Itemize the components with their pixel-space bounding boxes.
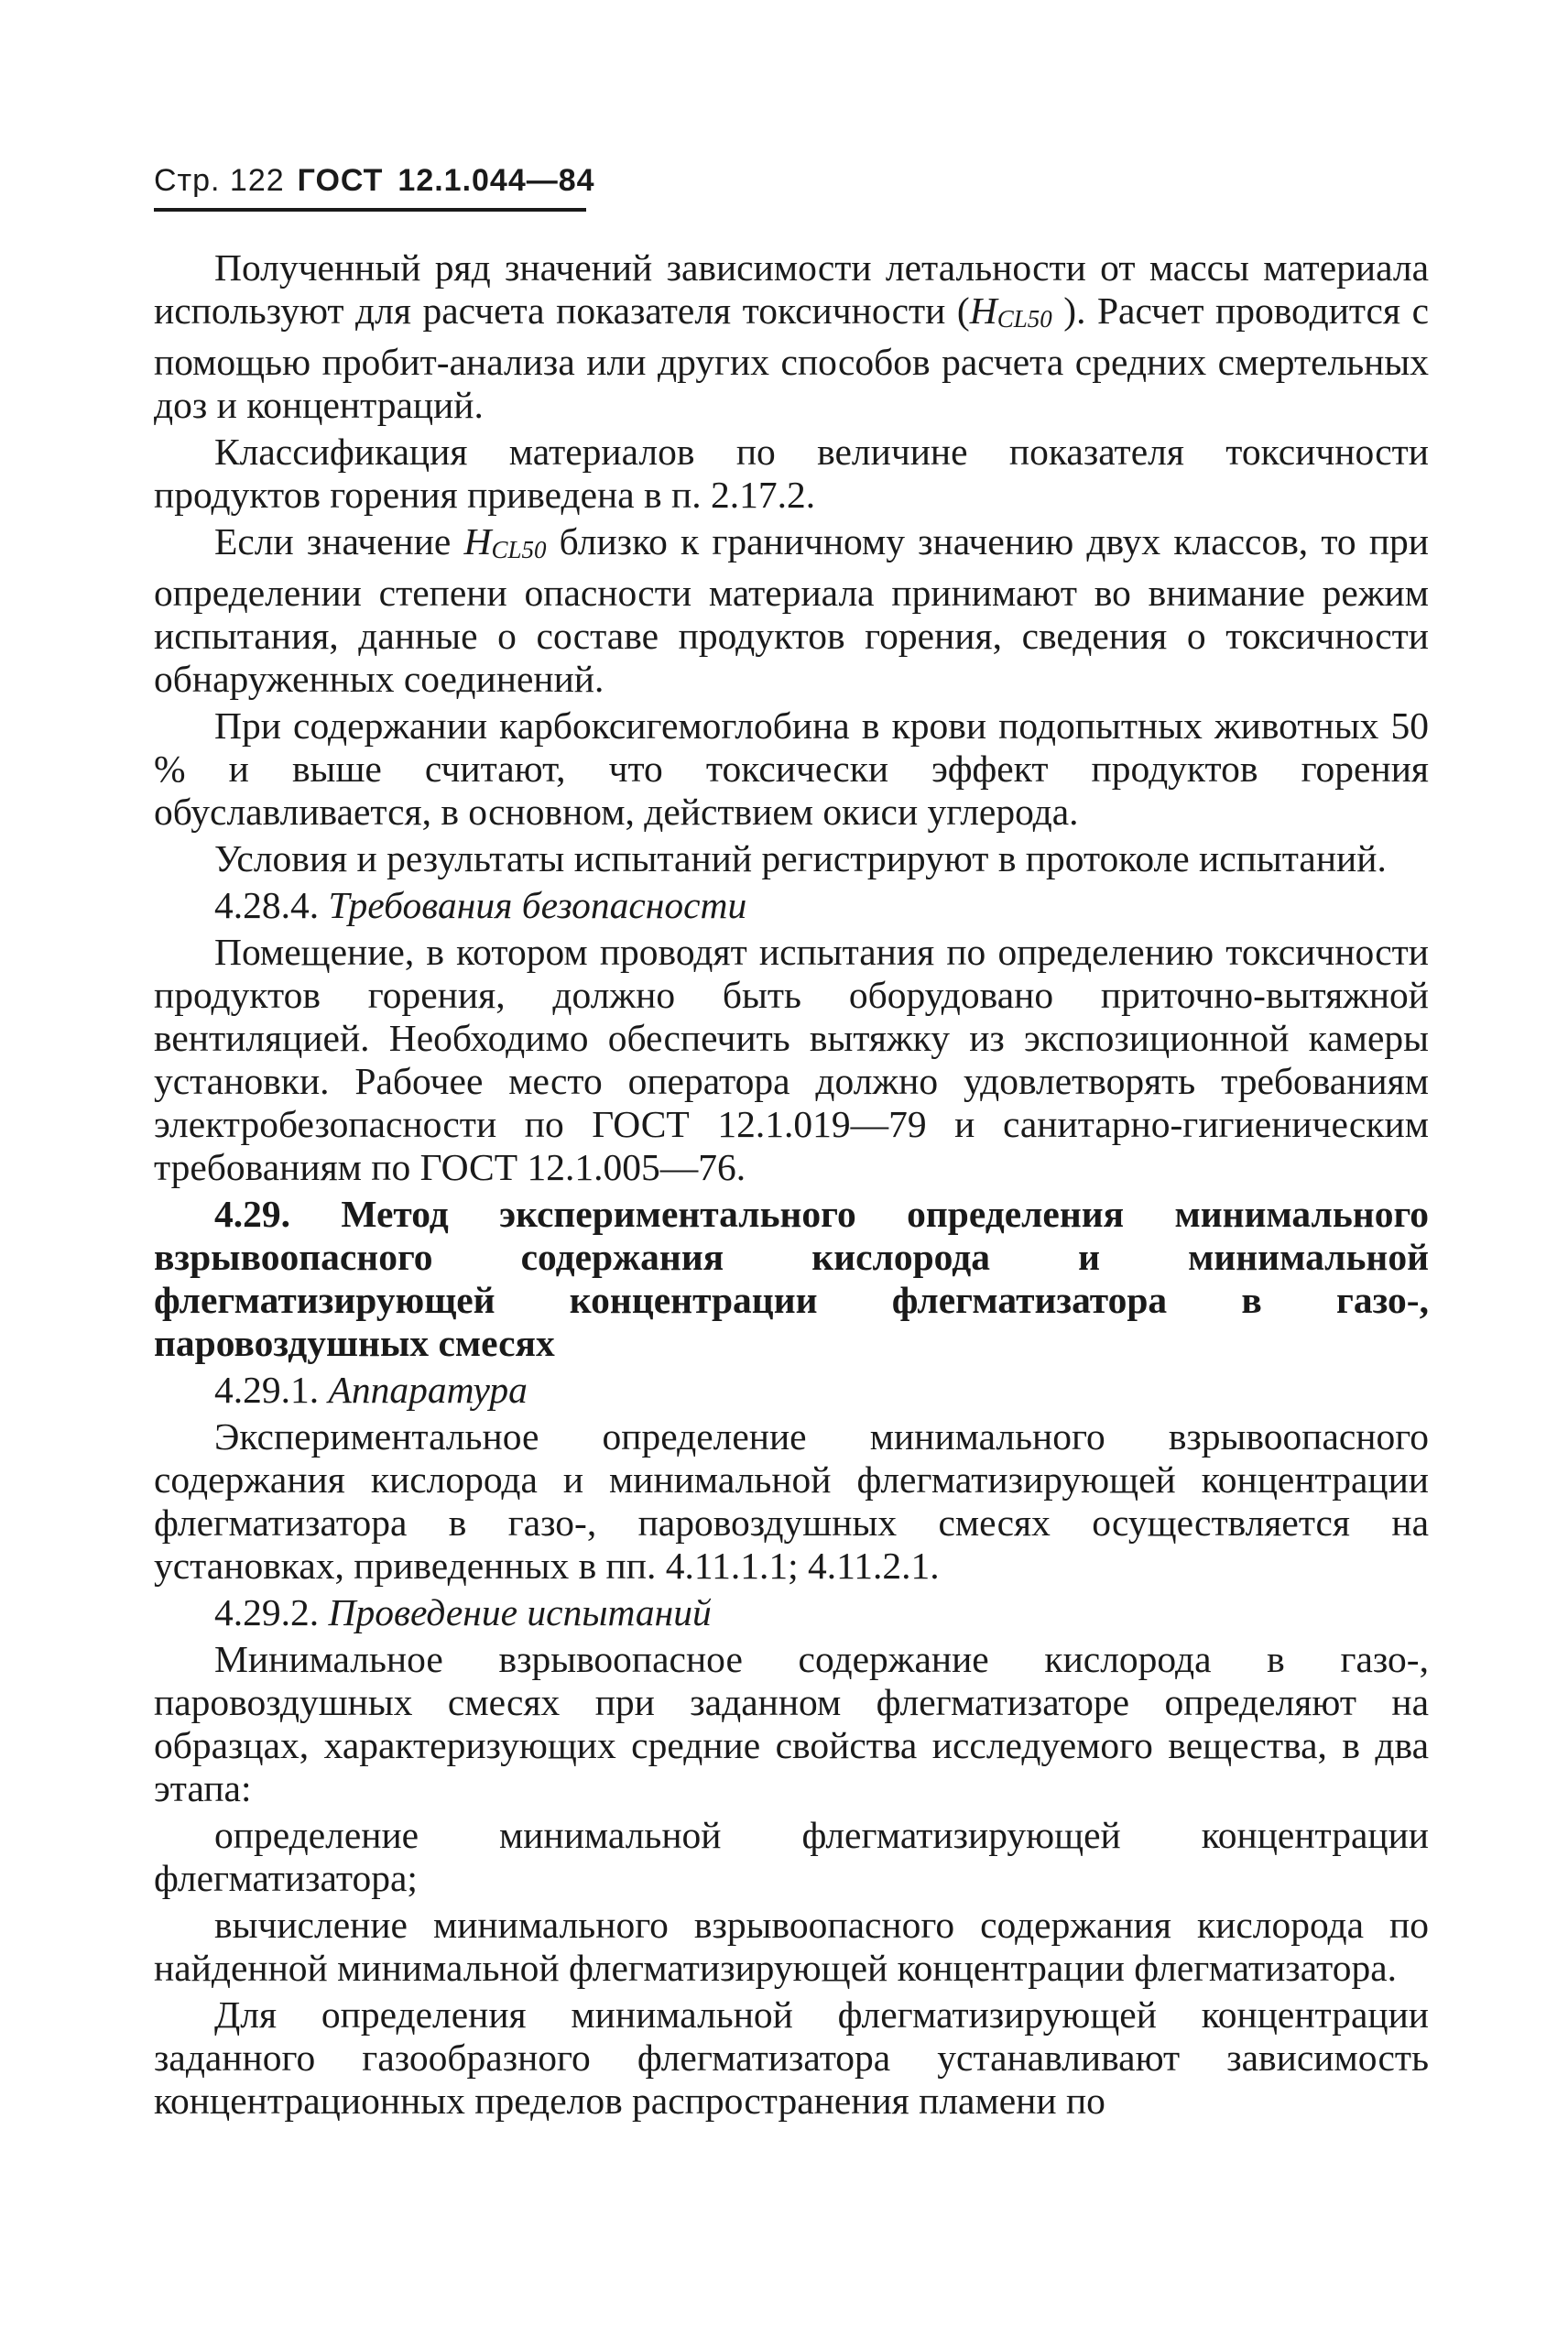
paragraph: вычисление минимального взрывоопасного содержания кислорода по найденной минимальной флегматизирующей концентрации флегматизатора. bbox=[154, 1904, 1429, 1989]
section-heading-4-29-1: 4.29.1. Аппаратура bbox=[214, 1369, 528, 1411]
paragraph: Минимальное взрывоопасное содержание кислорода в газо-, паровоздушных смесях при заданном флегматизаторе определяют на образцах, характеризующих средние свойства исследуемого вещества, в два этапа: bbox=[154, 1638, 1429, 1809]
paragraph: Помещение, в котором проводят испытания по определению токсичности продуктов горения, должно быть оборудовано приточно-вытяжной вентиляцией. Необходимо обеспечить вытяжку из экспозиционной камеры установки. Рабочее место оператора должно удовлетворять требованиям электробезопасности по ГОСТ 12.1.019—79 и санитарно-гигиеническим требованиям по ГОСТ 12.1.005—76. bbox=[154, 931, 1429, 1188]
paragraph: Полученный ряд значений зависимости летальности от массы материала используют для расчета показателя токсичности (HCL50 ). Расчет проводится с помощью пробит-анализа или других способов расчета средних смертельных доз и концентраций. bbox=[154, 246, 1429, 426]
section-heading-4-28-4: 4.28.4. Требования безопасности bbox=[214, 884, 747, 926]
paragraph: Если значение HCL50 близко к граничному значению двух классов, то при определении степени опасности материала принимают во внимание режим испытания, данные о составе продуктов горения, сведения о токсичности обнаруженных соединений. bbox=[154, 520, 1429, 700]
paragraph: Условия и результаты испытаний регистрируют в протоколе испытаний. bbox=[214, 837, 1387, 879]
paragraph: При содержании карбоксигемоглобина в крови подопытных животных 50 % и выше считают, что токсически эффект продуктов горения обуславливается, в основном, действием окиси углерода. bbox=[154, 704, 1429, 833]
section-heading-4-29-2: 4.29.2. Проведение испытаний bbox=[214, 1591, 712, 1633]
paragraph: определение минимальной флегматизирующей концентрации флегматизатора; bbox=[154, 1814, 1429, 1899]
page-header bbox=[154, 163, 595, 212]
document-body bbox=[154, 246, 1429, 2123]
paragraph: Классификация материалов по величине показателя токсичности продуктов горения приведена в п. 2.17.2. bbox=[154, 431, 1429, 516]
paragraph: Для определения минимальной флегматизирующей концентрации заданного газообразного флегматизатора устанавливают зависимость концентрационных пределов распространения пламени по bbox=[154, 1993, 1429, 2122]
paragraph: Экспериментальное определение минимального взрывоопасного содержания кислорода и минимальной флегматизирующей концентрации флегматизатора в газо-, паровоздушных смесях осуществляется на установках, приведенных в пп. 4.11.1.1; 4.11.2.1. bbox=[154, 1415, 1429, 1587]
section-heading-4-29: 4.29. Метод экспериментального определения минимального взрывоопасного содержания кислорода и минимальной флегматизирующей концентрации флегматизатора в газо-, паровоздушных смесях bbox=[154, 1193, 1429, 1364]
standard-number: 12.1.044—84 bbox=[397, 163, 595, 198]
standard-label: ГОСТ bbox=[297, 163, 384, 198]
document-page bbox=[154, 163, 1429, 2126]
page-number: Стр. 122 bbox=[154, 163, 285, 198]
